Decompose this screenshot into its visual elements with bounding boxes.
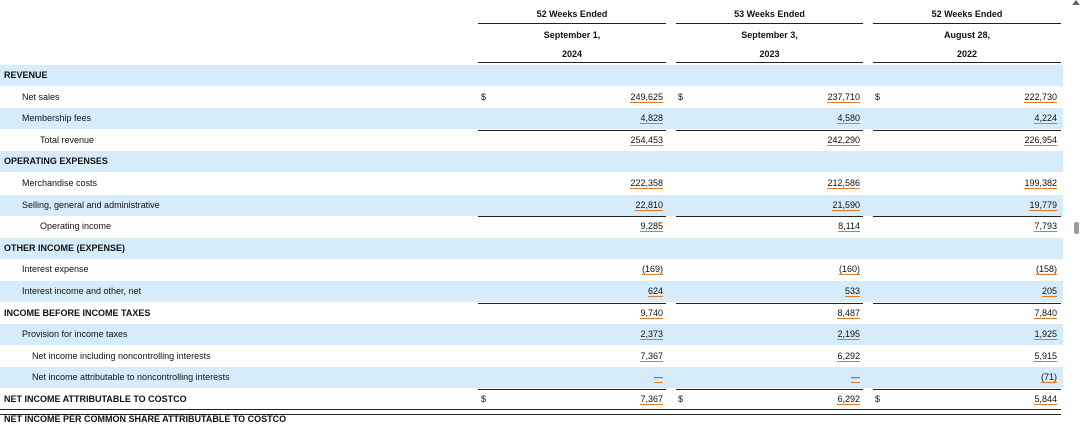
value-text: 6,292 <box>837 350 860 361</box>
table-row <box>0 195 1063 216</box>
table-cell-value <box>740 281 860 302</box>
table-cell-value <box>543 259 663 280</box>
table-row <box>0 65 1063 86</box>
column-header-2 <box>676 0 863 64</box>
table-row <box>0 108 1063 129</box>
value-text: 226,954 <box>1024 134 1057 145</box>
value-text: 5,915 <box>1034 350 1057 361</box>
value-text: 6,292 <box>837 394 860 404</box>
value-text: 237,710 <box>827 91 860 102</box>
table-cell-value <box>740 259 860 280</box>
table-cell-value <box>937 346 1057 367</box>
table-cell-value <box>543 281 663 302</box>
value-text: 21,590 <box>832 199 860 210</box>
row-label: Provision for income taxes <box>22 329 128 340</box>
table-cell-value <box>740 108 860 129</box>
currency-symbol: $ <box>678 91 684 102</box>
table-cell-value <box>740 389 860 410</box>
table-cell-value <box>740 173 860 194</box>
value-text: 242,290 <box>827 134 860 145</box>
value-text: 624 <box>647 286 663 296</box>
table-row <box>0 281 1063 302</box>
table-row <box>0 87 1063 108</box>
table-row <box>0 173 1063 194</box>
table-cell-value <box>937 259 1057 280</box>
table-cell-value <box>740 87 860 108</box>
column-header-3 <box>873 0 1061 64</box>
table-row <box>0 151 1063 172</box>
table-cell-value <box>937 324 1057 345</box>
table-cell-value <box>937 303 1057 324</box>
value-text: 7,367 <box>640 394 663 404</box>
value-text: 2,373 <box>640 329 663 340</box>
table-cell-value <box>937 195 1057 216</box>
value-text: 2,195 <box>837 329 860 340</box>
scroll-up-icon[interactable] <box>1072 0 1080 5</box>
table-cell-value <box>740 367 860 388</box>
table-cell-value <box>937 389 1057 410</box>
table-cell-value <box>543 303 663 324</box>
value-text: 19,779 <box>1029 199 1057 210</box>
table-cell-value <box>543 216 663 237</box>
row-label: Selling, general and administrative <box>22 199 160 210</box>
row-label: INCOME BEFORE INCOME TAXES <box>4 307 151 318</box>
table-row <box>0 238 1063 259</box>
table-cell-value <box>543 108 663 129</box>
table-cell-value <box>937 108 1057 129</box>
table-row <box>0 259 1063 280</box>
currency-symbol: $ <box>875 394 881 404</box>
table-row <box>0 367 1063 388</box>
row-label: Operating income <box>40 221 112 232</box>
value-text: 249,625 <box>630 91 663 102</box>
row-label: OPERATING EXPENSES <box>4 156 108 167</box>
value-text: (169) <box>641 264 663 275</box>
value-text: 4,580 <box>837 113 860 124</box>
currency-symbol: $ <box>875 91 881 102</box>
row-label: Net income including noncontrolling interests <box>32 350 211 361</box>
table-cell-value <box>543 346 663 367</box>
value-text: 22,810 <box>635 199 663 210</box>
column-header-1 <box>478 0 666 64</box>
column-year: 2024 <box>561 49 583 59</box>
table-cell-value <box>937 130 1057 151</box>
value-text: 8,114 <box>838 221 860 232</box>
table-cell-value <box>740 130 860 151</box>
table-cell-value <box>937 281 1057 302</box>
table-cell-value <box>740 324 860 345</box>
value-text: 7,793 <box>1034 221 1057 232</box>
row-label: Interest income and other, net <box>22 286 142 296</box>
value-text: (71) <box>1040 372 1057 383</box>
table-cell-value <box>543 195 663 216</box>
value-text: 212,586 <box>827 178 860 188</box>
row-label: Net income attributable to noncontrolling interests <box>32 372 230 383</box>
row-label: Total revenue <box>40 134 95 145</box>
row-label: NET INCOME ATTRIBUTABLE TO COSTCO <box>4 394 187 404</box>
currency-symbol: $ <box>481 394 487 404</box>
value-text: 5,844 <box>1034 394 1057 404</box>
table-cell-value <box>740 195 860 216</box>
row-label: Net sales <box>22 91 60 102</box>
value-text: 9,285 <box>640 221 663 232</box>
table-cell-value <box>937 173 1057 194</box>
column-year: 2022 <box>956 49 978 59</box>
column-period: 52 Weeks Ended <box>931 9 1003 19</box>
table-cell-value <box>937 367 1057 388</box>
table-row <box>0 346 1063 367</box>
column-period: 53 Weeks Ended <box>734 9 805 19</box>
table-cell-value <box>740 346 860 367</box>
value-text: (158) <box>1035 264 1057 275</box>
table-row <box>0 324 1063 345</box>
table-cell-value <box>543 324 663 345</box>
column-date: September 3, <box>741 30 798 40</box>
value-text: (160) <box>838 264 860 275</box>
row-label: Merchandise costs <box>22 178 98 188</box>
column-year: 2023 <box>759 49 780 59</box>
table-cell-value <box>543 173 663 194</box>
value-text: 222,358 <box>630 178 663 188</box>
table-cell-value <box>543 130 663 151</box>
value-text: 533 <box>844 286 860 296</box>
value-text: 7,840 <box>1034 307 1057 318</box>
row-label: REVENUE <box>4 70 48 80</box>
value-text: 205 <box>1041 286 1057 296</box>
value-text: — <box>851 372 860 383</box>
row-label: OTHER INCOME (EXPENSE) <box>4 242 126 253</box>
column-date: September 1, <box>543 30 601 40</box>
value-text: 222,730 <box>1024 91 1057 102</box>
scrollbar-thumb[interactable] <box>1074 222 1079 234</box>
value-text: 254,453 <box>630 134 663 145</box>
table-cell-value <box>543 367 663 388</box>
row-label: Interest expense <box>22 264 89 275</box>
table-cell-value <box>937 87 1057 108</box>
table-cell-value <box>543 389 663 410</box>
table-row <box>0 303 1063 324</box>
value-text: 199,382 <box>1024 178 1057 188</box>
value-text: — <box>654 372 663 383</box>
value-text: 4,828 <box>640 113 663 124</box>
value-text: 7,367 <box>640 350 663 361</box>
next-row-label: NET INCOME PER COMMON SHARE ATTRIBUTABLE TO COSTCO <box>4 414 287 424</box>
value-text: 8,487 <box>837 307 860 318</box>
value-text: 1,925 <box>1034 329 1057 340</box>
table-cell-value <box>740 303 860 324</box>
table-cell-value <box>937 216 1057 237</box>
table-cell-value <box>543 87 663 108</box>
currency-symbol: $ <box>481 91 487 102</box>
column-date: August 28, <box>943 30 990 40</box>
column-period: 52 Weeks Ended <box>536 9 608 19</box>
table-row <box>0 216 1063 237</box>
row-label: Membership fees <box>22 113 92 124</box>
table-row <box>0 389 1063 410</box>
currency-symbol: $ <box>678 394 684 404</box>
table-row <box>0 130 1063 151</box>
table-cell-value <box>740 216 860 237</box>
value-text: 4,224 <box>1034 113 1057 124</box>
value-text: 9,740 <box>640 307 663 318</box>
